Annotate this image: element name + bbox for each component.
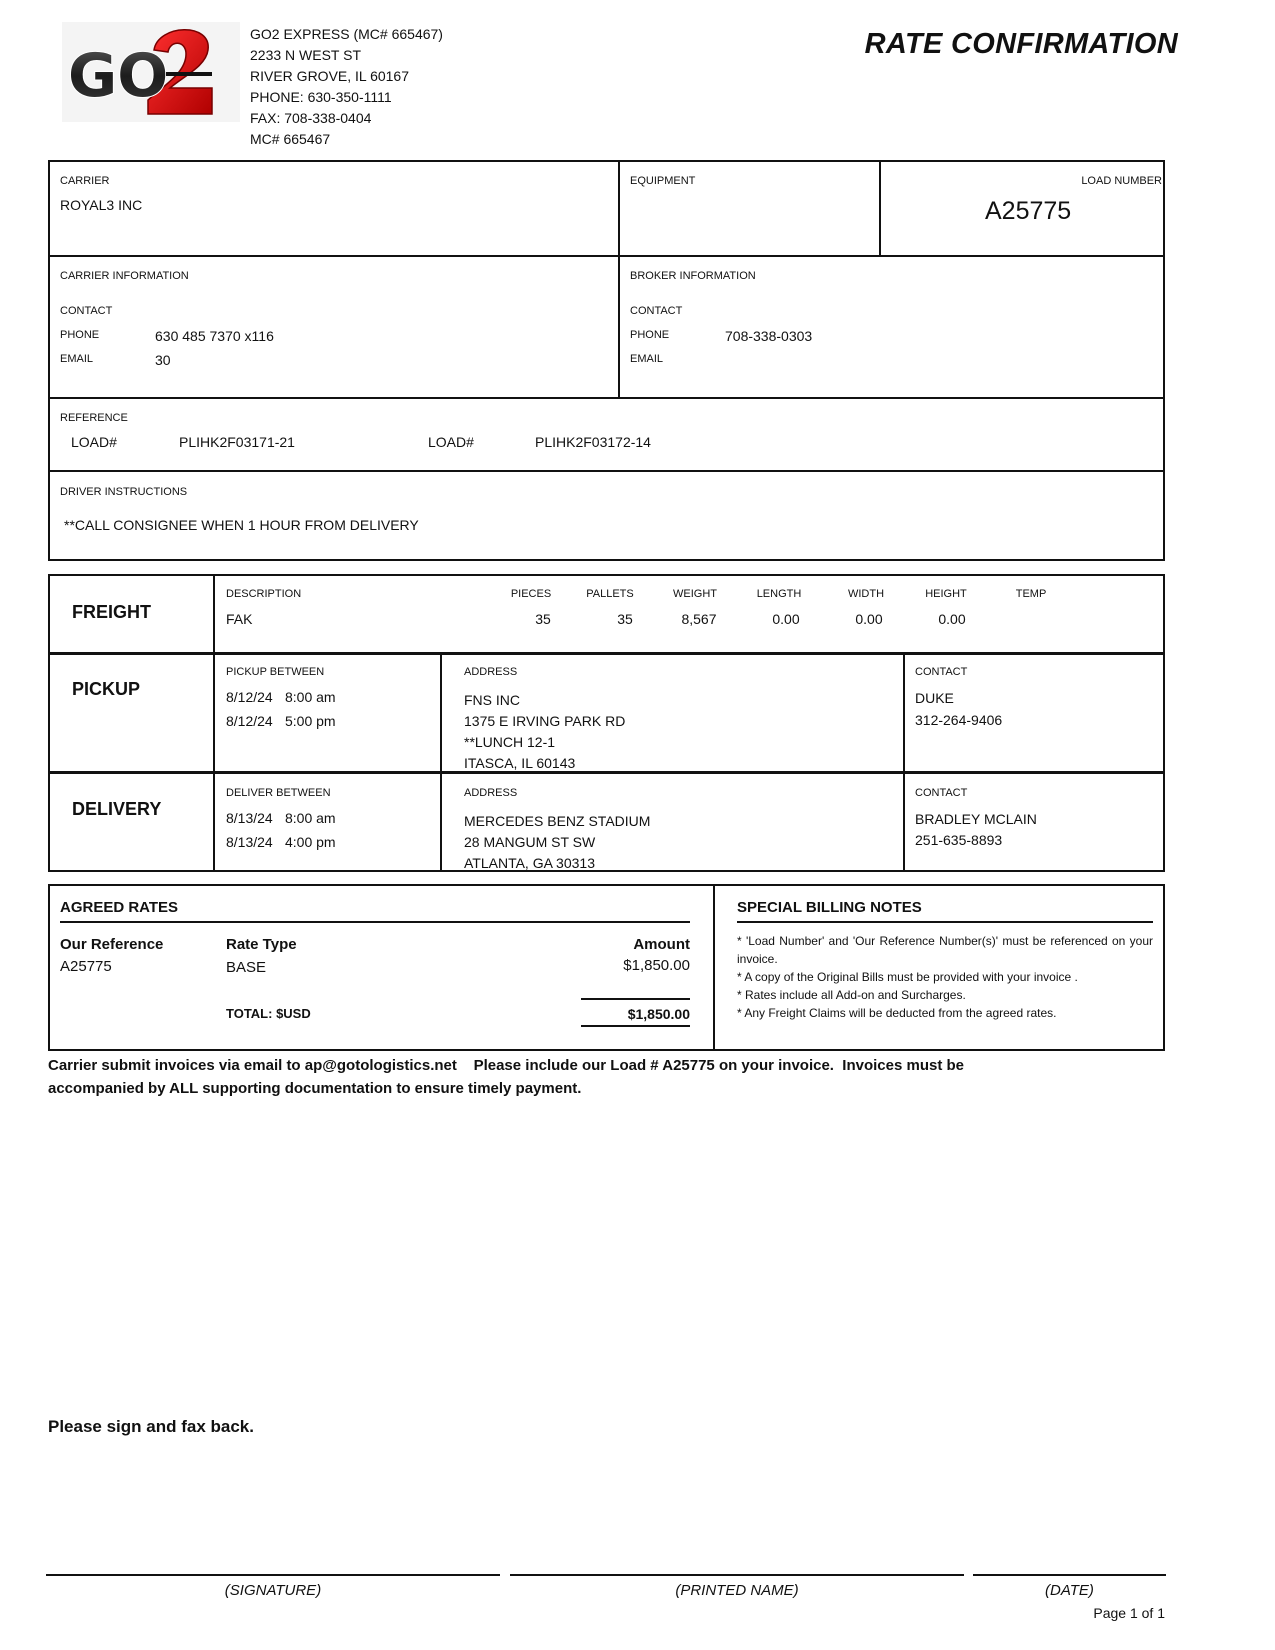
driver-instructions-label: DRIVER INSTRUCTIONS bbox=[60, 486, 188, 498]
freight-pieces: 35 bbox=[535, 611, 551, 627]
delivery-start-date: 8/13/24 bbox=[226, 810, 273, 826]
signature-line[interactable] bbox=[46, 1574, 500, 1576]
freight-description: FAK bbox=[226, 611, 253, 627]
broker-email-label: EMAIL bbox=[630, 353, 664, 365]
date-line[interactable] bbox=[973, 1574, 1166, 1576]
pickup-address-line: 1375 E IRVING PARK RD bbox=[464, 713, 626, 729]
reference-label: REFERENCE bbox=[60, 412, 128, 424]
freight-weight: 8,567 bbox=[681, 611, 717, 627]
broker-phone-label: PHONE bbox=[630, 329, 670, 341]
broker-info-label: BROKER INFORMATION bbox=[630, 270, 756, 282]
carrier-name: ROYAL3 INC bbox=[60, 197, 143, 213]
freight-header-width: WIDTH bbox=[847, 588, 885, 600]
freight-pallets: 35 bbox=[617, 611, 633, 627]
freight-header-temp: TEMP bbox=[1015, 588, 1047, 600]
company-logo bbox=[62, 22, 240, 122]
delivery-address-line: 28 MANGUM ST SW bbox=[464, 834, 596, 850]
invoice-note-line1: Carrier submit invoices via email to ap@gotologistics.net Please include our Load # A25775 on your invoice. Invoices must be bbox=[48, 1057, 965, 1074]
pickup-contact-phone: 312-264-9406 bbox=[915, 712, 1003, 728]
reference-key-1: LOAD# bbox=[71, 434, 117, 450]
delivery-start-time: 8:00 am bbox=[285, 810, 336, 826]
delivery-contact-phone: 251-635-8893 bbox=[915, 832, 1003, 848]
company-name: GO2 EXPRESS (MC# 665467) bbox=[250, 26, 443, 42]
carrier-phone: 630 485 7370 x116 bbox=[155, 328, 274, 344]
delivery-contact-name: BRADLEY MCLAIN bbox=[915, 811, 1037, 827]
pickup-end-date: 8/12/24 bbox=[226, 713, 273, 729]
load-number-label: LOAD NUMBER bbox=[1081, 175, 1162, 187]
freight-header-pieces: PIECES bbox=[510, 588, 552, 600]
carrier-contact-label: CONTACT bbox=[60, 305, 113, 317]
pickup-address-label: ADDRESS bbox=[464, 666, 518, 678]
delivery-between-label: DELIVER BETWEEN bbox=[226, 787, 331, 799]
delivery-contact-label: CONTACT bbox=[915, 787, 968, 799]
our-reference-value: A25775 bbox=[60, 958, 112, 975]
company-phone: PHONE: 630-350-1111 bbox=[250, 89, 392, 105]
reference-key-2: LOAD# bbox=[428, 434, 474, 450]
pickup-start-date: 8/12/24 bbox=[226, 689, 273, 705]
pickup-between-label: PICKUP BETWEEN bbox=[226, 666, 325, 678]
carrier-email-label: EMAIL bbox=[60, 353, 94, 365]
pickup-section-title: PICKUP bbox=[72, 679, 141, 699]
sign-note: Please sign and fax back. bbox=[48, 1417, 254, 1436]
agreed-rates-title: AGREED RATES bbox=[60, 899, 179, 916]
pickup-address-line: **LUNCH 12-1 bbox=[464, 734, 556, 750]
pickup-end-time: 5:00 pm bbox=[285, 713, 336, 729]
page-number: Page 1 of 1 bbox=[1093, 1605, 1165, 1621]
our-reference-label: Our Reference bbox=[60, 936, 164, 953]
printed-name-line[interactable] bbox=[510, 1574, 964, 1576]
billing-notes-title: SPECIAL BILLING NOTES bbox=[737, 899, 922, 916]
freight-header-height: HEIGHT bbox=[925, 588, 967, 600]
billing-note: * A copy of the Original Bills must be provided with your invoice . bbox=[737, 970, 1078, 984]
printed-name-caption: (PRINTED NAME) bbox=[675, 1582, 799, 1599]
invoice-note-line2: accompanied by ALL supporting documentation to ensure timely payment. bbox=[48, 1080, 582, 1097]
svg-text:GO: GO bbox=[68, 41, 169, 111]
company-mc: MC# 665467 bbox=[250, 131, 331, 147]
carrier-email: 30 bbox=[155, 352, 171, 368]
total-value: $1,850.00 bbox=[627, 1006, 690, 1022]
company-city: RIVER GROVE, IL 60167 bbox=[250, 68, 409, 84]
billing-note: * Any Freight Claims will be deducted from the agreed rates. bbox=[737, 1006, 1057, 1020]
pickup-contact-name: DUKE bbox=[915, 690, 954, 706]
billing-note: * 'Load Number' and 'Our Reference Number(s)' must be referenced on your invoice. bbox=[737, 934, 1153, 966]
document-title: RATE CONFIRMATION bbox=[864, 28, 1178, 60]
date-caption: (DATE) bbox=[1045, 1582, 1094, 1599]
company-street: 2233 N WEST ST bbox=[250, 47, 362, 63]
pickup-contact-label: CONTACT bbox=[915, 666, 968, 678]
pickup-address-line: FNS INC bbox=[464, 692, 520, 708]
freight-header-length: LENGTH bbox=[756, 588, 802, 600]
delivery-end-time: 4:00 pm bbox=[285, 834, 336, 850]
amount-value: $1,850.00 bbox=[623, 957, 690, 974]
rate-type-value: BASE bbox=[226, 959, 267, 976]
freight-header-pallets: PALLETS bbox=[586, 588, 634, 600]
amount-label: Amount bbox=[633, 936, 690, 953]
broker-phone: 708-338-0303 bbox=[725, 328, 813, 344]
reference-value-2: PLIHK2F03172-14 bbox=[535, 434, 651, 450]
freight-header-weight: WEIGHT bbox=[673, 588, 717, 600]
delivery-section-title: DELIVERY bbox=[72, 799, 162, 819]
freight-height: 0.00 bbox=[938, 611, 966, 627]
pickup-start-time: 8:00 am bbox=[285, 689, 336, 705]
pickup-address-line: ITASCA, IL 60143 bbox=[464, 755, 576, 771]
carrier-label: CARRIER bbox=[60, 175, 110, 187]
freight-section-title: FREIGHT bbox=[72, 602, 151, 622]
load-number: A25775 bbox=[985, 197, 1072, 225]
freight-length: 0.00 bbox=[772, 611, 800, 627]
delivery-address-line: ATLANTA, GA 30313 bbox=[464, 855, 595, 871]
billing-note: * Rates include all Add-on and Surcharges. bbox=[737, 988, 966, 1002]
freight-header-description: DESCRIPTION bbox=[226, 588, 302, 600]
rate-type-label: Rate Type bbox=[226, 936, 297, 953]
carrier-phone-label: PHONE bbox=[60, 329, 100, 341]
equipment-label: EQUIPMENT bbox=[630, 175, 696, 187]
total-label: TOTAL: $USD bbox=[226, 1006, 311, 1021]
carrier-info-label: CARRIER INFORMATION bbox=[60, 270, 189, 282]
driver-instructions-text: **CALL CONSIGNEE WHEN 1 HOUR FROM DELIVERY bbox=[64, 517, 419, 533]
delivery-address-label: ADDRESS bbox=[464, 787, 518, 799]
freight-width: 0.00 bbox=[855, 611, 883, 627]
delivery-address-line: MERCEDES BENZ STADIUM bbox=[464, 813, 651, 829]
broker-contact-label: CONTACT bbox=[630, 305, 683, 317]
company-fax: FAX: 708-338-0404 bbox=[250, 110, 372, 126]
signature-caption: (SIGNATURE) bbox=[224, 1582, 322, 1599]
delivery-end-date: 8/13/24 bbox=[226, 834, 273, 850]
reference-value-1: PLIHK2F03171-21 bbox=[179, 434, 295, 450]
